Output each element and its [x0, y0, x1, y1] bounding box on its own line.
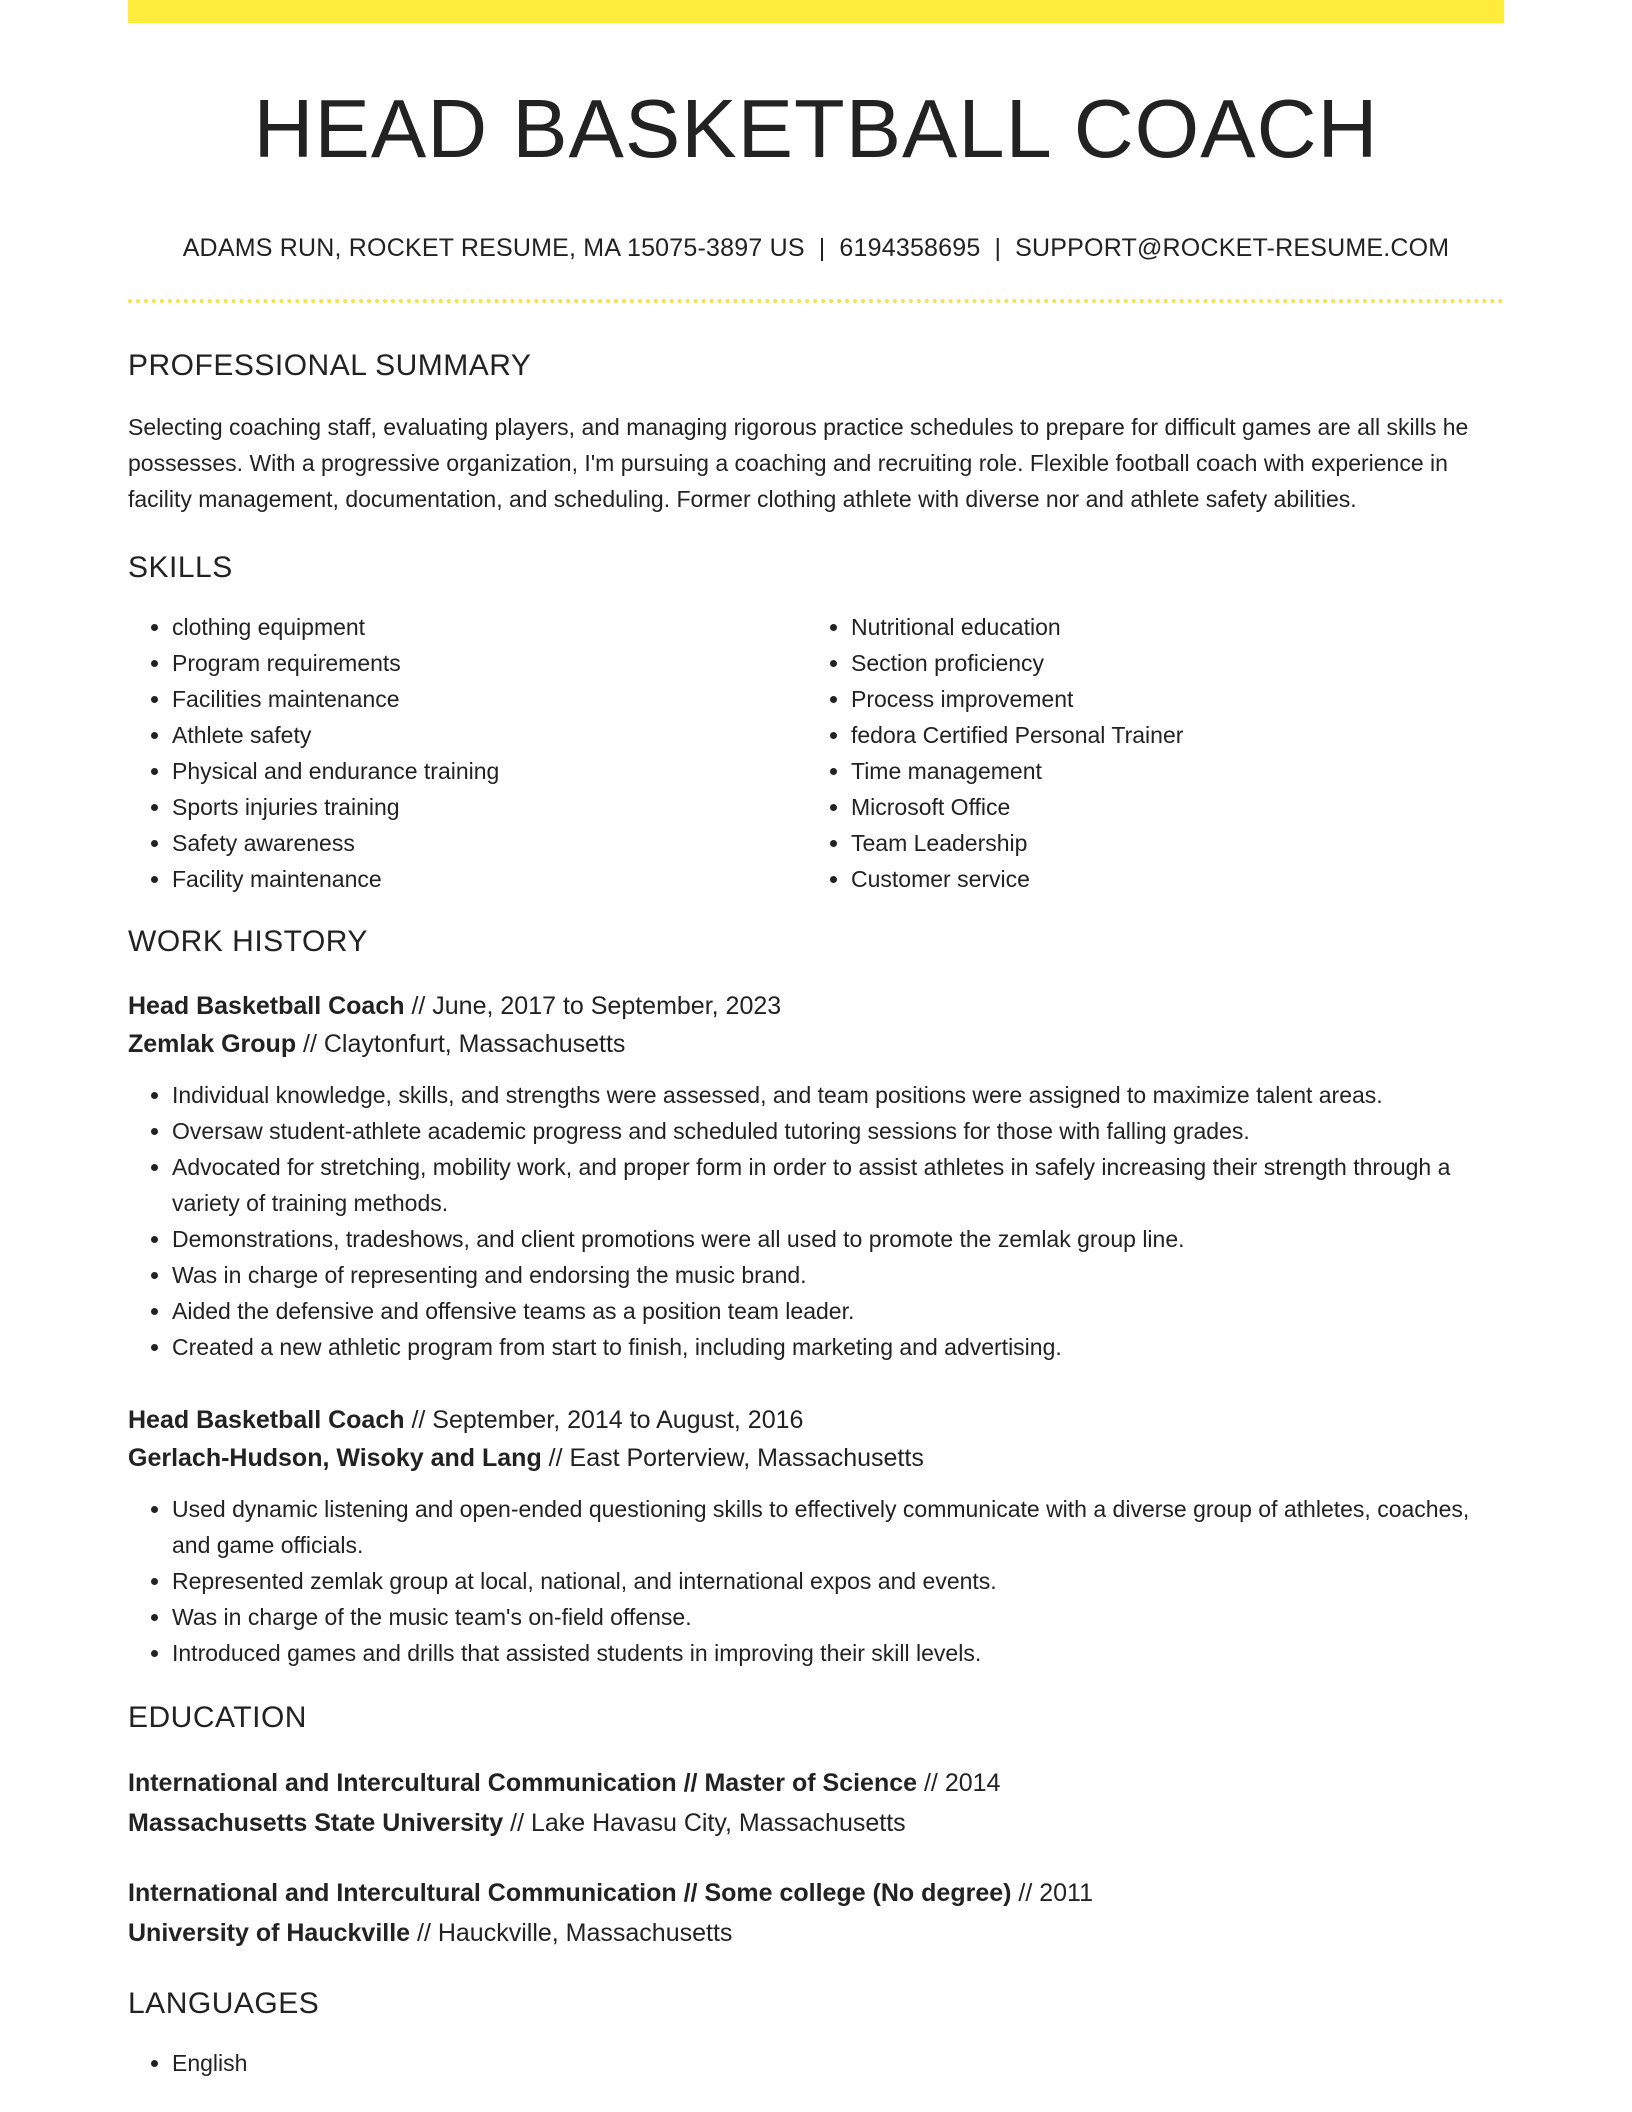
job-company: Zemlak Group — [128, 1030, 297, 1059]
education-entry — [128, 1763, 1504, 1843]
job-company: Gerlach-Hudson, Wisoky and Lang — [128, 1444, 542, 1473]
skill-item: • Nutritional education — [851, 609, 1484, 645]
job-bullet: • Used dynamic listening and open-ended questioning skills to effectively communicate with a diverse group of athletes, coaches, and game officials. — [172, 1491, 1504, 1563]
education-entry — [128, 1873, 1504, 1953]
job-dates: // June, 2017 to September, 2023 — [404, 992, 782, 1021]
job-entry — [128, 987, 1504, 1365]
education-heading: EDUCATION — [128, 1701, 307, 1735]
job-bullet: • Created a new athletic program from start to finish, including marketing and advertising. — [172, 1329, 1504, 1365]
job-title-line — [128, 987, 1504, 1025]
contact-email: SUPPORT@ROCKET-RESUME.COM — [1015, 234, 1450, 263]
contact-line — [128, 234, 1504, 263]
job-bullet: • Was in charge of representing and endorsing the music brand. — [172, 1257, 1504, 1293]
contact-separator: | — [818, 234, 826, 263]
skill-item: • Physical and endurance training — [172, 753, 805, 789]
skill-item: • Microsoft Office — [851, 789, 1484, 825]
job-bullet: • Individual knowledge, skills, and strengths were assessed, and team positions were assigned to maximize talent areas. — [172, 1077, 1504, 1113]
languages-heading: LANGUAGES — [128, 1987, 320, 2021]
skill-item: • Process improvement — [851, 681, 1484, 717]
education-list — [128, 1763, 1504, 1953]
job-bullet: • Introduced games and drills that assisted students in improving their skill levels. — [172, 1635, 1504, 1671]
job-company-line — [128, 1439, 1504, 1477]
job-bullets — [128, 1077, 1504, 1365]
skills-column-right — [805, 609, 1484, 897]
education-year: // 2011 — [1011, 1879, 1094, 1908]
skill-item: • Facilities maintenance — [172, 681, 805, 717]
skill-item: • Section proficiency — [851, 645, 1484, 681]
skills-grid — [128, 609, 1504, 897]
job-bullet: • Demonstrations, tradeshows, and client promotions were all used to promote the zemlak group line. — [172, 1221, 1504, 1257]
work-history-heading: WORK HISTORY — [128, 925, 368, 959]
skill-item: • Time management — [851, 753, 1484, 789]
skill-item: • Program requirements — [172, 645, 805, 681]
dotted-divider — [128, 299, 1504, 303]
skill-item: • clothing equipment — [172, 609, 805, 645]
languages-list — [128, 2045, 1504, 2081]
language-item: • English — [172, 2045, 1504, 2081]
skill-item: • Facility maintenance — [172, 861, 805, 897]
job-bullet: • Oversaw student-athlete academic progress and scheduled tutoring sessions for those with falling grades. — [172, 1113, 1504, 1149]
skill-item: • fedora Certified Personal Trainer — [851, 717, 1484, 753]
job-location: // East Porterview, Massachusetts — [541, 1444, 924, 1473]
skill-item: • Sports injuries training — [172, 789, 805, 825]
resume-page — [128, 0, 1504, 2081]
education-school-line — [128, 1803, 1504, 1843]
education-school: University of Hauckville — [128, 1919, 411, 1948]
summary-text: Selecting coaching staff, evaluating players, and managing rigorous practice schedules to prepare for difficult games are all skills he possesses. With a progressive organization, I'm pursuing a coaching and recruiting role. Flexible football coach with experience in facility management, documentation, and scheduling. Former clothing athlete with diverse nor and athlete safety abilities. — [128, 414, 1469, 513]
skills-column-left — [128, 609, 805, 897]
job-bullet: • Represented zemlak group at local, national, and international expos and events. — [172, 1563, 1504, 1599]
skills-heading: SKILLS — [128, 551, 233, 585]
education-degree-line — [128, 1873, 1504, 1913]
job-bullet: • Was in charge of the music team's on-field offense. — [172, 1599, 1504, 1635]
skill-item: • Safety awareness — [172, 825, 805, 861]
job-company-line — [128, 1025, 1504, 1063]
work-history-list — [128, 987, 1504, 1671]
skill-item: • Customer service — [851, 861, 1484, 897]
skill-item: • Athlete safety — [172, 717, 805, 753]
skill-item: • Team Leadership — [851, 825, 1484, 861]
job-position: Head Basketball Coach — [128, 1406, 405, 1435]
education-degree: International and Intercultural Communication // Some college (No degree) — [128, 1879, 1012, 1908]
candidate-name: HEAD BASKETBALL COACH — [253, 82, 1379, 175]
education-location: // Hauckville, Massachusetts — [410, 1919, 733, 1948]
education-degree: International and Intercultural Communication // Master of Science — [128, 1769, 918, 1798]
education-degree-line — [128, 1763, 1504, 1803]
education-school: Massachusetts State University — [128, 1809, 504, 1838]
job-dates: // September, 2014 to August, 2016 — [404, 1406, 804, 1435]
education-location: // Lake Havasu City, Massachusetts — [503, 1809, 906, 1838]
education-school-line — [128, 1913, 1504, 1953]
contact-phone: 6194358695 — [839, 234, 981, 263]
job-bullet: • Advocated for stretching, mobility work, and proper form in order to assist athletes in safely increasing their strength through a variety of training methods. — [172, 1149, 1504, 1221]
job-bullets — [128, 1491, 1504, 1671]
job-position: Head Basketball Coach — [128, 992, 405, 1021]
summary-heading: PROFESSIONAL SUMMARY — [128, 349, 532, 383]
job-entry — [128, 1401, 1504, 1671]
job-location: // Claytonfurt, Massachusetts — [296, 1030, 626, 1059]
contact-separator: | — [994, 234, 1002, 263]
job-bullet: • Aided the defensive and offensive teams as a position team leader. — [172, 1293, 1504, 1329]
job-title-line — [128, 1401, 1504, 1439]
contact-address: ADAMS RUN, ROCKET RESUME, MA 15075-3897 US — [182, 234, 805, 263]
accent-top-bar — [128, 0, 1504, 23]
education-year: // 2014 — [917, 1769, 1001, 1798]
